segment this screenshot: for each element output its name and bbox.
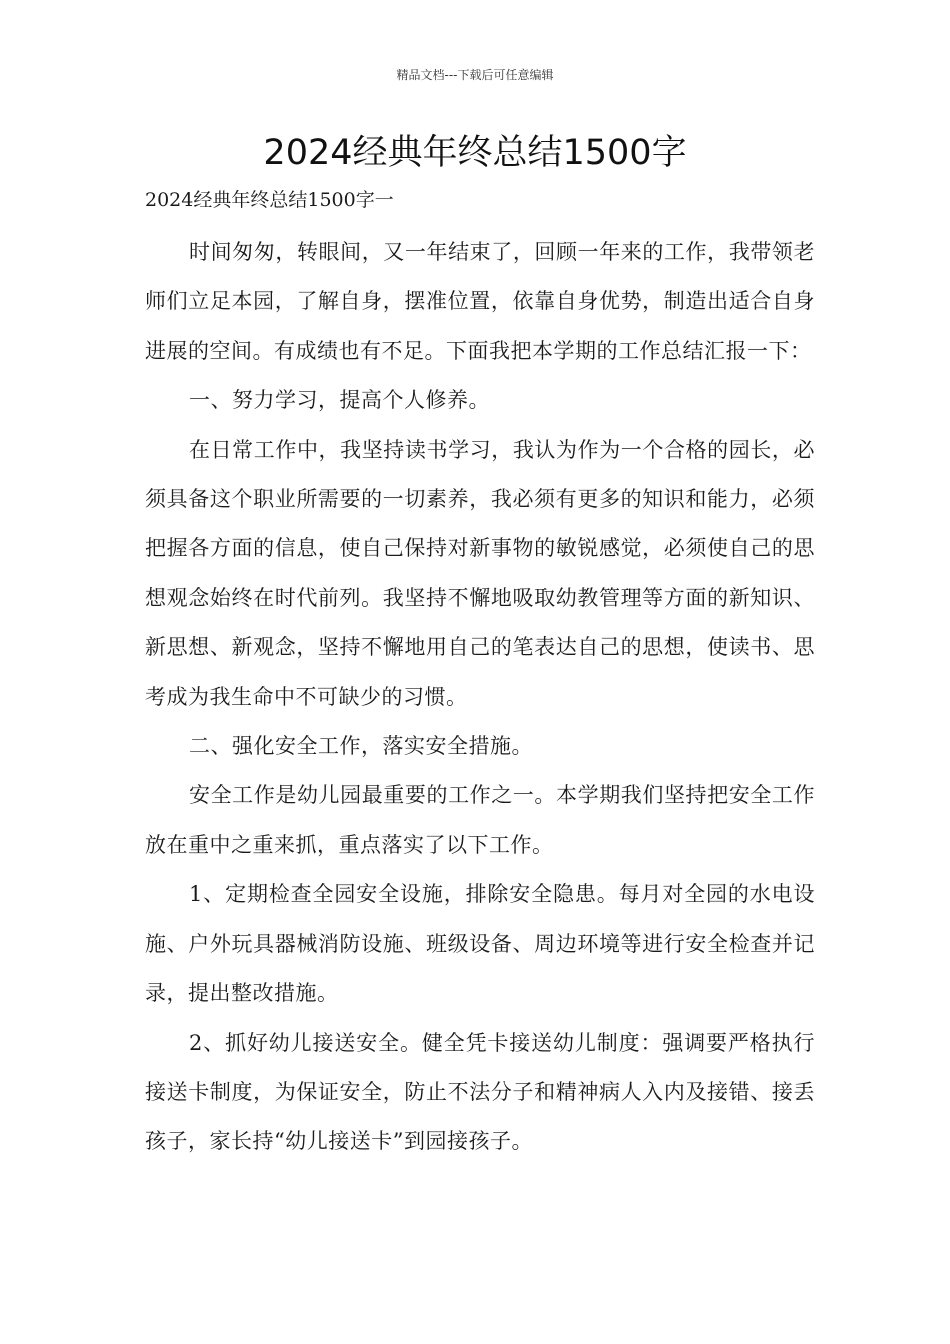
section-heading-1: 一、努力学习，提高个人修养。 xyxy=(189,388,490,413)
document-body xyxy=(145,228,815,1167)
section-heading-2: 二、强化安全工作，落实安全措施。 xyxy=(189,734,533,759)
list-item-2: 2、抓好幼儿接送安全。健全凭卡接送幼儿制度：强调要严格执行接送卡制度，为保证安全，防止不法分子和精神病人入内及接错、接丢孩子，家长持“幼儿接送卡”到园接孩子。 xyxy=(145,1030,815,1154)
paragraph-intro: 时间匆匆，转眼间，又一年结束了，回顾一年来的工作，我带领老师们立足本园，了解自身，摆准位置，依靠自身优势，制造出适合自身进展的空间。有成绩也有不足。下面我把本学期的工作总结汇报一下： xyxy=(145,240,815,363)
list-item-1: 1、定期检查全园安全设施，排除安全隐患。每月对全园的水电设施、户外玩具器械消防设施、班级设备、周边环境等进行安全检查并记录，提出整改措施。 xyxy=(145,882,815,1006)
running-header: 精品文档---下载后可任意编辑 xyxy=(396,68,554,82)
document-subtitle: 2024经典年终总结1500字一 xyxy=(145,189,394,211)
paragraph-safety: 安全工作是幼儿园最重要的工作之一。本学期我们坚持把安全工作放在重中之重来抓，重点落实了以下工作。 xyxy=(145,783,815,857)
document-title: 2024经典年终总结1500字 xyxy=(263,133,687,173)
paragraph-study: 在日常工作中，我坚持读书学习，我认为作为一个合格的园长，必须具备这个职业所需要的一切素养，我必须有更多的知识和能力，必须把握各方面的信息，使自己保持对新事物的敏锐感觉，必须使自己的思想观念始终在时代前列。我坚持不懈地吸取幼教管理等方面的新知识、新思想、新观念，坚持不懈地用自己的笔表达自己的思想，使读书、思考成为我生命中不可缺少的习惯。 xyxy=(145,437,815,709)
